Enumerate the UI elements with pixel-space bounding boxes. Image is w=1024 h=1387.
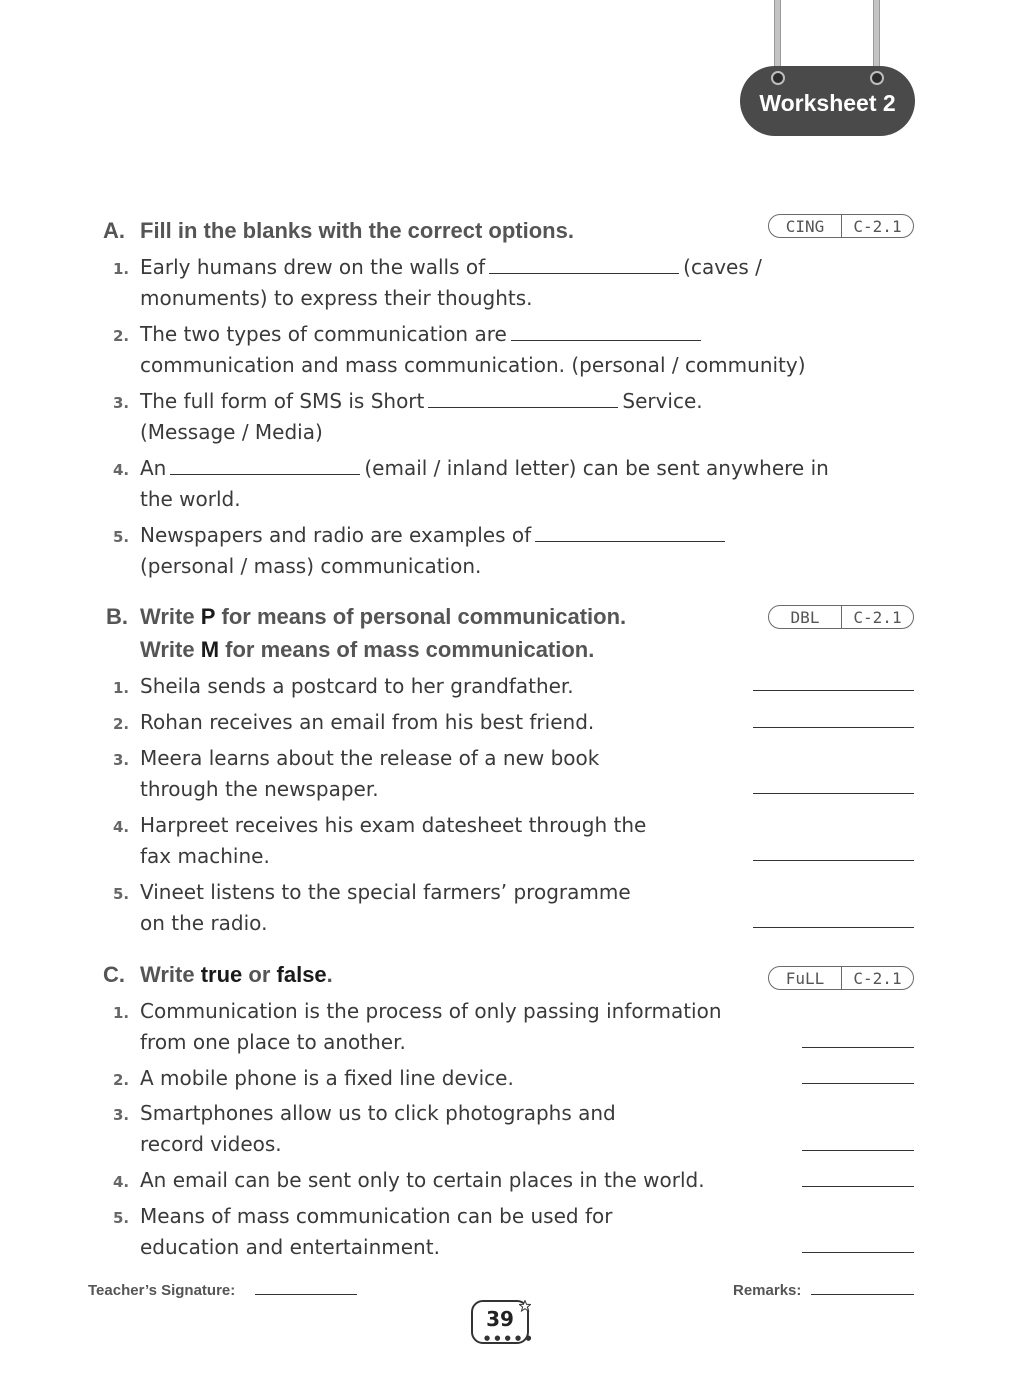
section-b-letter: B. [106, 604, 128, 629]
answer-line[interactable] [802, 1150, 914, 1151]
item-number: 5. [113, 528, 130, 546]
question-text [140, 255, 762, 279]
question-text: Smartphones allow us to click photographs and [140, 1101, 616, 1125]
answer-blank[interactable] [489, 255, 679, 274]
question-text-line2: fax machine. [140, 844, 270, 868]
answer-line[interactable] [753, 690, 914, 691]
worksheet-label: Worksheet 2 [759, 89, 896, 116]
badge-code: C-2.1 [853, 968, 902, 988]
section-a-badge [768, 214, 914, 238]
question-text-line2: (personal / mass) communication. [140, 554, 482, 578]
item-number: 1. [113, 1004, 130, 1022]
question-text-line2: through the newspaper. [140, 777, 379, 801]
question-text-post: (email / inland letter) can be sent anywhere in [364, 456, 829, 480]
question-text-pre: The two types of communication are [140, 322, 507, 346]
title-text: for means of mass communication. [219, 637, 595, 662]
question-text: Meera learns about the release of a new book [140, 746, 600, 770]
title-bold: false [276, 962, 327, 987]
teacher-signature-line[interactable] [255, 1294, 357, 1295]
item-number: 5. [113, 1209, 130, 1227]
answer-line[interactable] [753, 927, 914, 928]
question-text [140, 389, 703, 413]
question-text: Means of mass communication can be used for [140, 1204, 613, 1228]
question-text-pre: Newspapers and radio are examples of [140, 523, 532, 547]
answer-line[interactable] [802, 1083, 914, 1084]
title-text: or [242, 962, 277, 987]
question-text [140, 456, 829, 480]
question-text: Vineet listens to the special farmers’ programme [140, 880, 631, 904]
answer-blank[interactable] [535, 523, 725, 542]
item-number: 3. [113, 751, 130, 769]
question-text: Sheila sends a postcard to her grandfather. [140, 674, 574, 698]
badge-code: C-2.1 [853, 216, 902, 236]
item-number: 3. [113, 394, 130, 412]
section-c-title [140, 962, 333, 988]
title-text: Write [140, 637, 201, 662]
answer-line[interactable] [802, 1047, 914, 1048]
question-text-line2: education and entertainment. [140, 1235, 440, 1259]
title-text: Write [140, 604, 201, 629]
question-text-pre: The full form of SMS is Short [140, 389, 425, 413]
question-text-line2: the world. [140, 487, 241, 511]
badge-skill: DBL [769, 606, 842, 628]
answer-blank[interactable] [170, 456, 360, 475]
remarks-label: Remarks: [733, 1282, 802, 1299]
answer-line[interactable] [753, 727, 914, 728]
question-text-post: (caves / [683, 255, 762, 279]
hanger-string-left [774, 0, 781, 76]
question-text [140, 523, 729, 547]
teacher-signature-label: Teacher’s Signature: [88, 1282, 236, 1299]
answer-line[interactable] [802, 1186, 914, 1187]
section-a-title: Fill in the blanks with the correct options. [140, 218, 574, 243]
item-number: 5. [113, 885, 130, 903]
title-text: for means of personal communication. [215, 604, 627, 629]
item-number: 4. [113, 818, 130, 836]
title-bold: M [200, 637, 220, 662]
hanger-string-right [873, 0, 880, 76]
remarks-line[interactable] [811, 1294, 914, 1295]
answer-line[interactable] [753, 793, 914, 794]
badge-skill: CING [769, 215, 842, 237]
hanger-ring-left [771, 71, 785, 85]
question-text-line2: communication and mass communication. (personal / community) [140, 353, 806, 377]
question-text [140, 322, 705, 346]
answer-blank[interactable] [428, 389, 618, 408]
section-b-badge [768, 605, 914, 629]
worksheet-tag [740, 66, 915, 136]
section-b-title-2 [140, 637, 594, 663]
star-icon [519, 1300, 531, 1312]
item-number: 3. [113, 1106, 130, 1124]
question-text-post: Service. [622, 389, 703, 413]
question-text: Harpreet receives his exam datesheet through the [140, 813, 647, 837]
badge-code: C-2.1 [853, 607, 902, 627]
item-number: 2. [113, 327, 130, 345]
title-text: . [326, 962, 333, 987]
section-c-letter: C. [103, 962, 125, 987]
section-b-title-1 [140, 604, 626, 630]
item-number: 4. [113, 1173, 130, 1191]
item-number: 2. [113, 715, 130, 733]
title-bold: true [200, 962, 243, 987]
title-bold: P [200, 604, 216, 629]
answer-blank[interactable] [511, 322, 701, 341]
item-number: 1. [113, 679, 130, 697]
badge-skill: FuLL [769, 967, 842, 989]
section-c-badge [768, 966, 914, 990]
answer-line[interactable] [753, 860, 914, 861]
page-badge-decoration: ● ● ● ● ● [484, 1334, 533, 1342]
question-text-pre: An [140, 456, 167, 480]
question-text-line2: monuments) to express their thoughts. [140, 286, 533, 310]
hanger-ring-right [870, 71, 884, 85]
question-text: Rohan receives an email from his best friend. [140, 710, 595, 734]
question-text-line2: from one place to another. [140, 1030, 406, 1054]
question-text-line2: record videos. [140, 1132, 282, 1156]
question-text-pre: Early humans drew on the walls of [140, 255, 486, 279]
page-number-text: 39 [486, 1307, 514, 1331]
answer-line[interactable] [802, 1252, 914, 1253]
question-text-line2: on the radio. [140, 911, 268, 935]
question-text-line2: (Message / Media) [140, 420, 323, 444]
item-number: 4. [113, 461, 130, 479]
item-number: 1. [113, 260, 130, 278]
section-a-letter: A. [103, 218, 125, 243]
question-text: Communication is the process of only passing information [140, 999, 722, 1023]
question-text: A mobile phone is a fixed line device. [140, 1066, 514, 1090]
item-number: 2. [113, 1071, 130, 1089]
title-text: Write [140, 962, 201, 987]
question-text: An email can be sent only to certain places in the world. [140, 1168, 705, 1192]
